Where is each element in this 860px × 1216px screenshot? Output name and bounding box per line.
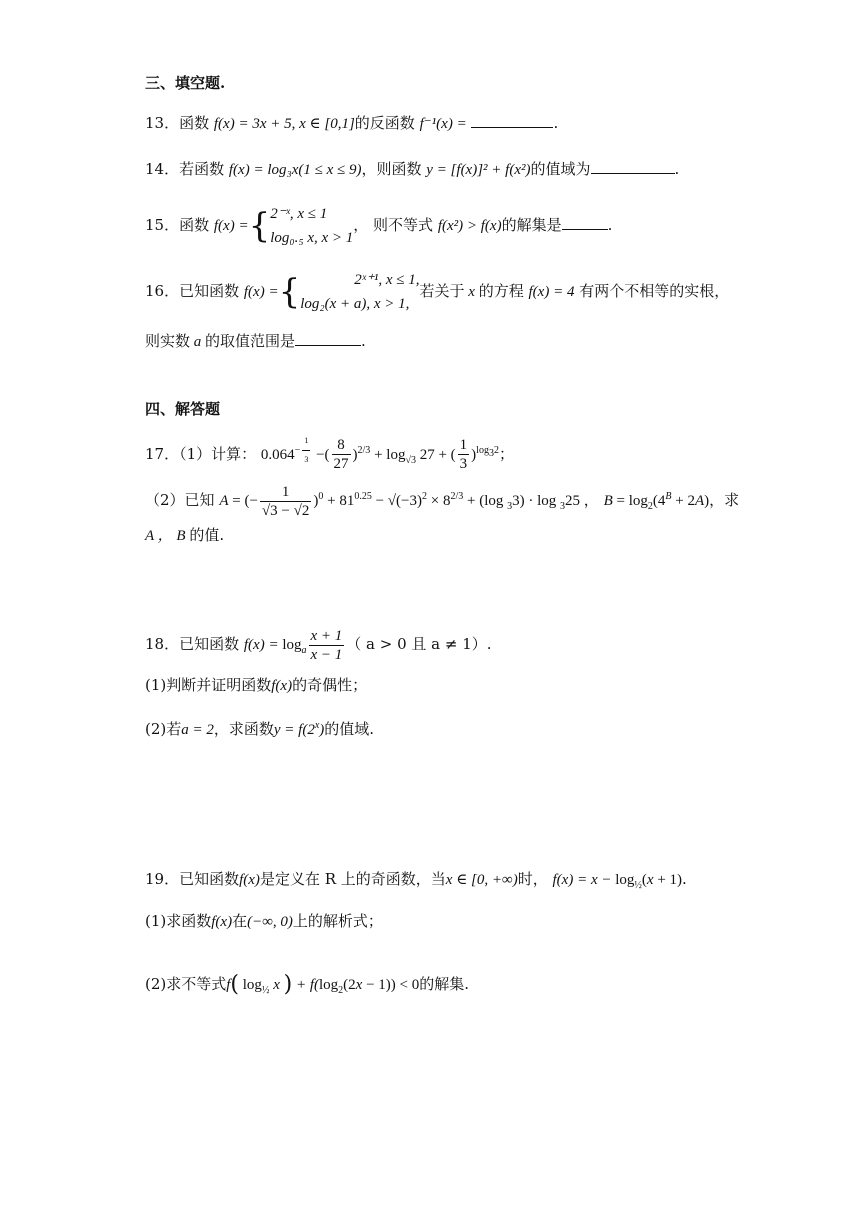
question-18: 18．已知函数 $f(x) = \log_a$ $\frac{x + 1}{x - 1}$ （ a > 0 且 a ≠ 1）. — [145, 627, 492, 663]
left-brace: { — [278, 272, 301, 312]
question-18-part2: (2)若a = 2，求函数$y = f(2^x)$的值域. — [145, 720, 375, 738]
question-17-line3: A ， B 的值. — [145, 526, 225, 544]
question-number: 14． — [145, 160, 180, 178]
piecewise-cases: 2⁻ˣ, x ≤ 1 log₀.₅ x, x > 1 — [270, 206, 354, 246]
question-number: 18． — [145, 635, 180, 653]
section-title-fill-blank: 三、填空题. — [145, 74, 226, 92]
question-16: 16．已知函数 f(x) ={ 2ˣ⁺¹, x ≤ 1, log₂(x + a), x > 1, 若关于 x 的方程 f(x) = 4 有两个不相等的实根， — [145, 264, 729, 319]
math-expression: y = [f(x)]² + f(x²) — [426, 162, 531, 178]
question-number: 13． — [145, 114, 180, 132]
piecewise-cases: 2ˣ⁺¹, x ≤ 1, log₂(x + a), x > 1, — [300, 272, 420, 312]
question-14: 14．若函数 f(x) = log₃x(1 ≤ x ≤ 9)，则函数 y = [f(x)]² + f(x²)的值域为 . — [145, 160, 680, 178]
answer-blank[interactable] — [562, 215, 608, 230]
math-expression: f(x) = 3x + 5, x ∈ [0,1] — [213, 116, 355, 132]
question-number: 19． — [145, 870, 180, 888]
answer-blank[interactable] — [471, 113, 553, 128]
question-19: 19．已知函数f(x)是定义在 R 上的奇函数，当x ∈ [0, +∞)时， $f(x) = x - \log_{\frac{1}{2}}(x + 1)$. — [145, 870, 687, 891]
question-number: 17． — [145, 444, 180, 463]
answer-blank[interactable] — [591, 159, 675, 174]
question-19-part1: (1)求函数f(x)在(−∞, 0)上的解析式； — [145, 912, 383, 930]
math-expression: f(x) = log₃x(1 ≤ x ≤ 9) — [228, 162, 362, 178]
question-number: 15． — [145, 216, 180, 234]
question-19-part2: (2)求不等式f( $\log_{\frac{1}{2}} x$ ) + $f(\log_2(2x - 1)) < 0$的解集. — [145, 972, 470, 997]
question-16-line2: 则实数 a 的取值范围是 . — [145, 332, 366, 350]
left-brace: { — [248, 206, 271, 246]
question-17-part2: （2）已知 A = (− $\frac{1}{√3 - √2}$ )$^0 + 81^{0.25} - √(-3)^2 \times 8^{2/3} + (\log$ $_3$3) · log $_3$25 ， $B = \log_2(4^B + 2A)$，求 — [145, 483, 740, 519]
section-title-solve: 四、解答题 — [145, 400, 221, 418]
answer-blank[interactable] — [295, 331, 361, 346]
question-number: 16． — [145, 282, 180, 300]
math-expression: f⁻¹(x) = — [419, 116, 467, 132]
question-18-part1: (1)判断并证明函数f(x)的奇偶性； — [145, 676, 368, 694]
question-13: 13．函数 f(x) = 3x + 5, x ∈ [0,1]的反函数 f⁻¹(x) = . — [145, 114, 559, 132]
question-17-part1: 17．（1）计算： $0.064^{- \frac{1}{3}}$ −( $\frac{8}{27}$ )$^{2/3} + \log_{√3} 27$ + ( $\frac{1}{3}$ )$^{log_32}$； — [145, 432, 514, 473]
question-15: 15．函数 f(x) ={ 2⁻ˣ, x ≤ 1 log₀.₅ x, x > 1 ， 则不等式 f(x²) > f(x)的解集是 . — [145, 200, 612, 251]
math-expression: f(x²) > f(x) — [437, 218, 502, 234]
